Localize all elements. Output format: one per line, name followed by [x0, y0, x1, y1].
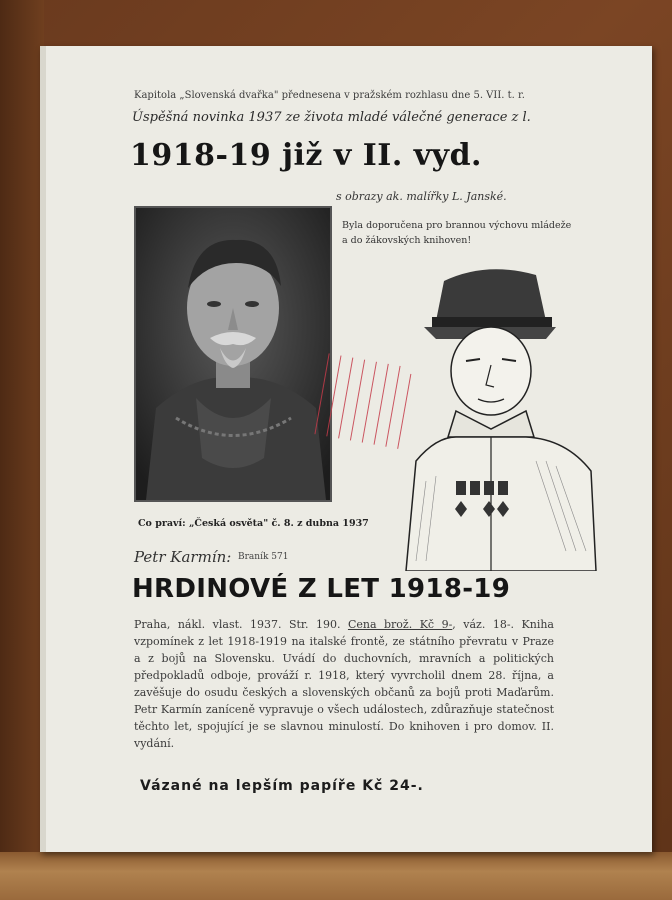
- broadcast-note: Kapitola „Slovenská dvařka" přednesena v pražském rozhlasu dne 5. VII. t. r.: [134, 90, 525, 101]
- bound-edition-price: Vázané na lepším papíře Kč 24-.: [140, 778, 424, 794]
- edition-headline: 1918-19 již v II. vyd.: [130, 138, 482, 173]
- background-wall: [0, 0, 44, 852]
- recommendation-note: Byla doporučena pro brannou výchovu mládeže a do žákovských knihoven!: [342, 220, 572, 246]
- description-text: , váz. 18-. Kniha vzpomínek z let 1918-1919 na italské frontě, ze státního převratu v Praze a z bojů na Slovensku. Uvádí do duchovních, mravních a politických předpokladů odboje, prováží r. 1918, který vyvrcholil dnem 28. října, a zavěšuje do osudu českých a slovenských občanů za bojů proti Maďarům. Petr Karmín zaníceně vypravuje o všech událostech, zdůrazňuje statečnost těchto let, spojující je se slavnou minulostí. Do knihoven i pro domov. II. vydání.: [134, 618, 554, 750]
- author-address: Braník 571: [238, 552, 289, 562]
- general-portrait-image: [136, 208, 330, 500]
- illustrations-credit: s obrazy ak. malířky L. Janské.: [336, 190, 507, 203]
- book-description: [134, 616, 554, 752]
- book-title: HRDINOVÉ Z LET 1918-19: [132, 574, 511, 604]
- price-brochure: Cena brož. Kč 9-: [347, 618, 453, 631]
- portrait-photo: [134, 206, 332, 502]
- wooden-shelf: [0, 852, 672, 900]
- author-name: Petr Karmín:: [134, 548, 232, 566]
- photo-caption: Co praví: „Česká osvěta" č. 8. z dubna 1937: [138, 518, 369, 529]
- book-jacket-page: [40, 46, 652, 852]
- novelty-subtitle: Úspěšná novinka 1937 ze života mladé válečné generace z l.: [132, 110, 531, 125]
- publication-info: Praha, nákl. vlast. 1937. Str. 190.: [134, 618, 341, 631]
